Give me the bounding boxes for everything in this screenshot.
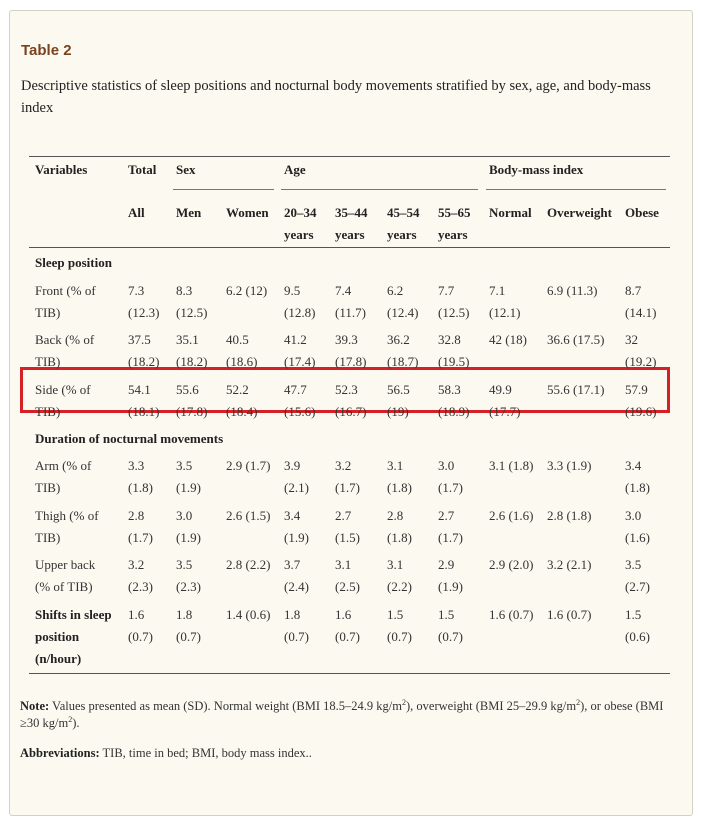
table-cell: 7.4 (11.7): [335, 283, 366, 320]
table-cell: 3.5 (2.7): [625, 557, 650, 594]
table-cell: 7.1 (12.1): [489, 283, 521, 320]
table-cell: 3.0 (1.6): [625, 508, 650, 545]
table-cell: 1.5 (0.7): [387, 607, 412, 644]
table-cell: 1.5 (0.6): [625, 607, 650, 644]
table-cell: 1.6 (0.7): [547, 607, 592, 622]
table-cell: 58.3 (18.9): [438, 382, 470, 419]
table-cell: 56.5 (19): [387, 382, 410, 419]
table-cell: 1.6 (0.7): [489, 607, 534, 622]
table-cell: 2.6 (1.5): [226, 508, 271, 523]
row-label: Back (% of TIB): [35, 332, 95, 369]
header-overweight: Overweight: [547, 205, 612, 220]
table-abbreviations: [20, 745, 668, 762]
table-cell: 3.1 (2.5): [335, 557, 360, 594]
table-cell: 2.9 (1.7): [226, 458, 271, 473]
table-cell: 6.9 (11.3): [547, 283, 598, 298]
table-cell: 2.6 (1.6): [489, 508, 534, 523]
table-cell: 37.5 (18.2): [128, 332, 160, 369]
table-cell: 36.2 (18.7): [387, 332, 419, 369]
header-obese: Obese: [625, 205, 659, 220]
table-label: Table 2: [21, 42, 72, 59]
header-age-20-34: 20–34 years: [284, 205, 317, 242]
note-text-1: Values presented as mean (SD). Normal weight (BMI 18.5–24.9 kg/m: [49, 699, 402, 713]
table-cell: 3.0 (1.7): [438, 458, 463, 495]
table-cell: 1.8 (0.7): [176, 607, 201, 644]
header-bmi: Body-mass index: [489, 162, 584, 177]
table-cell: 8.7 (14.1): [625, 283, 657, 320]
table-cell: 3.7 (2.4): [284, 557, 309, 594]
table-cell: 1.6 (0.7): [128, 607, 153, 644]
note-label: Note:: [20, 699, 50, 713]
table-cell: 52.2 (18.4): [226, 382, 258, 419]
table-cell: 32.8 (19.5): [438, 332, 470, 369]
table-cell: 39.3 (17.8): [335, 332, 367, 369]
table-cell: 57.9 (19.6): [625, 382, 657, 419]
header-sex: Sex: [176, 162, 196, 177]
table-cell: 2.7 (1.7): [438, 508, 463, 545]
note-text-3: ), or obese (BMI ≥30 kg/m: [20, 699, 664, 730]
table-cell: 3.2 (2.3): [128, 557, 153, 594]
table-cell: 3.5 (2.3): [176, 557, 201, 594]
table-cell: 2.8 (1.8): [387, 508, 412, 545]
row-label: Arm (% of TIB): [35, 458, 92, 495]
table-cell: 32 (19.2): [625, 332, 657, 369]
table-cell: 2.9 (1.9): [438, 557, 463, 594]
header-age-55-65: 55–65 years: [438, 205, 471, 242]
table-cell: 54.1 (18.1): [128, 382, 160, 419]
age-group-rule: [281, 189, 478, 190]
abbreviations-text: TIB, time in bed; BMI, body mass index..: [99, 746, 312, 760]
table-cell: 8.3 (12.5): [176, 283, 208, 320]
table-note: [20, 698, 668, 732]
table-cell: 41.2 (17.4): [284, 332, 316, 369]
table-cell: 6.2 (12): [226, 283, 268, 298]
table-cell: 3.0 (1.9): [176, 508, 201, 545]
table-cell: 3.5 (1.9): [176, 458, 201, 495]
table-cell: 7.7 (12.5): [438, 283, 470, 320]
table-cell: 3.1 (1.8): [489, 458, 534, 473]
bottom-rule: [29, 673, 670, 674]
table-cell: 55.6 (17.1): [547, 382, 605, 397]
bmi-group-rule: [486, 189, 666, 190]
table-cell: 2.8 (1.8): [547, 508, 592, 523]
table-cell: 36.6 (17.5): [547, 332, 605, 347]
table-cell: 3.2 (2.1): [547, 557, 592, 572]
header-bottom-rule: [29, 247, 670, 248]
header-variables: Variables: [35, 162, 88, 177]
row-label: Shifts in sleep position (n/hour): [35, 607, 112, 666]
header-age-45-54: 45–54 years: [387, 205, 420, 242]
section-sleep-position: Sleep position: [35, 255, 112, 270]
table-cell: 1.6 (0.7): [335, 607, 360, 644]
note-sup-2: 2: [576, 697, 581, 707]
table-cell: 42 (18): [489, 332, 527, 347]
header-normal: Normal: [489, 205, 532, 220]
table-cell: 49.9 (17.7): [489, 382, 521, 419]
note-text-4: ).: [72, 716, 80, 730]
table-cell: 6.2 (12.4): [387, 283, 419, 320]
table-cell: 3.9 (2.1): [284, 458, 309, 495]
table-cell: 9.5 (12.8): [284, 283, 316, 320]
note-text-2: ), overweight (BMI 25–29.9 kg/m: [406, 699, 577, 713]
header-all: All: [128, 205, 145, 220]
table-cell: 1.5 (0.7): [438, 607, 463, 644]
table-caption: Descriptive statistics of sleep positions and nocturnal body movements stratified by sex, age, and body-mass index: [21, 78, 651, 116]
table-cell: 40.5 (18.6): [226, 332, 258, 369]
header-men: Men: [176, 205, 202, 220]
row-label: Thigh (% of TIB): [35, 508, 99, 545]
note-sup-3: 2: [68, 714, 73, 724]
row-label: Side (% of TIB): [35, 382, 91, 419]
table-cell: 7.3 (12.3): [128, 283, 160, 320]
table-cell: 2.8 (2.2): [226, 557, 271, 572]
abbreviations-label: Abbreviations:: [20, 746, 100, 760]
table-cell: 2.9 (2.0): [489, 557, 534, 572]
top-rule: [29, 156, 670, 157]
header-women: Women: [226, 205, 269, 220]
row-label: Front (% of TIB): [35, 283, 96, 320]
note-sup-1: 2: [402, 697, 406, 707]
table-cell: 3.3 (1.8): [128, 458, 153, 495]
table-cell: 52.3 (16.7): [335, 382, 367, 419]
section-duration-movements: Duration of nocturnal movements: [35, 431, 224, 446]
table-cell: 2.8 (1.7): [128, 508, 153, 545]
table-cell: 3.1 (1.8): [387, 458, 412, 495]
table-cell: 55.6 (17.8): [176, 382, 208, 419]
table-cell: 3.2 (1.7): [335, 458, 360, 495]
header-age: Age: [284, 162, 306, 177]
table-cell: 3.1 (2.2): [387, 557, 412, 594]
table-cell: 3.4 (1.9): [284, 508, 309, 545]
table-cell: 1.8 (0.7): [284, 607, 309, 644]
sex-group-rule: [173, 189, 274, 190]
table-cell: 1.4 (0.6): [226, 607, 271, 622]
row-label: Upper back (% of TIB): [35, 557, 96, 594]
table-cell: 47.7 (15.6): [284, 382, 316, 419]
header-age-35-44: 35–44 years: [335, 205, 368, 242]
table-cell: 2.7 (1.5): [335, 508, 360, 545]
table-cell: 3.3 (1.9): [547, 458, 592, 473]
header-total: Total: [128, 162, 157, 177]
table-cell: 35.1 (18.2): [176, 332, 208, 369]
table-cell: 3.4 (1.8): [625, 458, 650, 495]
